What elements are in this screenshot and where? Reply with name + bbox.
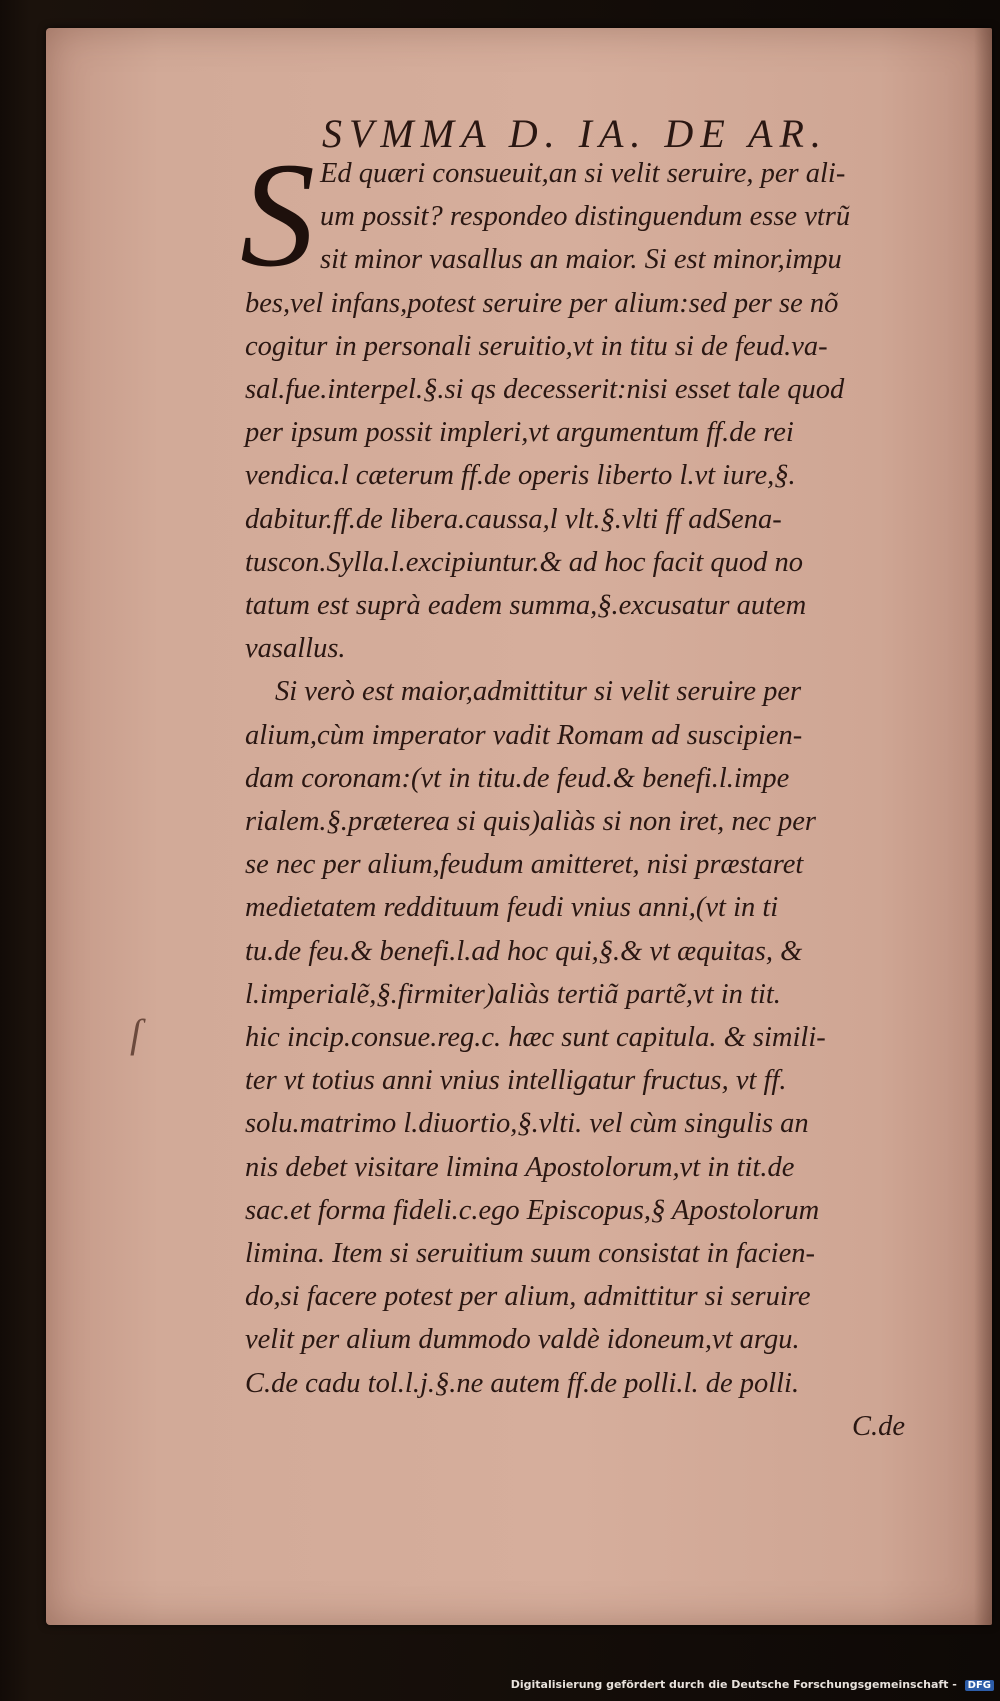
text-line: sit minor vasallus an maior. Si est minor,impu xyxy=(320,244,842,276)
paragraph-2 xyxy=(245,670,935,1404)
text-line: per ipsum possit impleri,vt argumentum ff.de rei xyxy=(245,417,794,449)
text-line: l.imperialẽ,§.firmiter)aliàs tertiã partẽ,vt in tit. xyxy=(245,978,781,1010)
text-line: tuscon.Sylla.l.excipiuntur.& ad hoc facit quod no xyxy=(245,546,804,578)
text-line: medietatem reddituum feudi vnius anni,(vt in ti xyxy=(245,892,779,924)
credit-text: Digitalisierung gefördert durch die Deutsche Forschungsgemeinschaft - xyxy=(510,1678,957,1691)
running-head: SVMMA D. IA. DE AR. xyxy=(322,111,828,156)
text-line: dabitur.ff.de libera.caussa,l vlt.§.vlti ff adSena- xyxy=(245,503,782,535)
text-line: velit per alium dummodo valdè idoneum,vt argu. xyxy=(245,1324,800,1356)
text-line: sac.et forma fideli.c.ego Episcopus,§ Apostolorum xyxy=(245,1194,820,1226)
text-line: sal.fue.interpel.§.si qs decesserit:nisi esset tale quod xyxy=(245,374,845,406)
catchword: C.de xyxy=(851,1410,905,1442)
text-line: hic incip.consue.reg.c. hæc sunt capitula. & simili- xyxy=(245,1022,826,1054)
text-line: Si verò est maior,admittitur si velit seruire per xyxy=(275,676,802,708)
text-line: dam coronam:(vt in titu.de feud.& benefi.l.impe xyxy=(245,762,790,794)
text-line: solu.matrimo l.diuortio,§.vlti. vel cùm singulis an xyxy=(245,1108,809,1140)
text-line: vasallus. xyxy=(245,633,346,665)
text-line: um possit? respondeo distinguendum esse vtrũ xyxy=(320,201,851,233)
digitization-credit xyxy=(511,1678,994,1691)
text-line: tatum est suprà eadem summa,§.excusatur autem xyxy=(245,590,807,622)
text-line: ter vt totius anni vnius intelligatur fructus, vt ff. xyxy=(245,1065,787,1097)
text-line: C.de cadu tol.l.j.§.ne autem ff.de polli.l. de polli. xyxy=(245,1367,800,1399)
text-line: alium,cùm imperator vadit Romam ad suscipien- xyxy=(245,719,803,751)
margin-mark: ſ xyxy=(130,1011,142,1056)
text-line: cogitur in personali seruitio,vt in titu si de feud.va- xyxy=(245,330,828,362)
drop-cap: S xyxy=(240,132,315,298)
text-line: do,si facere potest per alium, admittitur si seruire xyxy=(245,1281,811,1313)
text-block xyxy=(245,152,935,1448)
dfg-logo-badge: DFG xyxy=(965,1680,994,1691)
text-line: se nec per alium,feudum amitteret, nisi præstaret xyxy=(245,849,804,881)
text-line: nis debet visitare limina Apostolorum,vt in tit.de xyxy=(245,1151,795,1183)
text-line: rialem.§.præterea si quis)aliàs si non iret, nec per xyxy=(245,806,817,838)
paragraph-1 xyxy=(245,152,935,670)
text-line: bes,vel infans,potest seruire per alium:sed per se nõ xyxy=(245,287,839,319)
text-line: Ed quæri consueuit,an si velit seruire, per ali- xyxy=(320,158,846,189)
text-line: vendica.l cæterum ff.de operis liberto l.vt iure,§. xyxy=(245,460,796,492)
text-line: tu.de feu.& benefi.l.ad hoc qui,§.& vt æquitas, & xyxy=(245,935,803,967)
text-line: limina. Item si seruitium suum consistat in facien- xyxy=(245,1238,815,1270)
